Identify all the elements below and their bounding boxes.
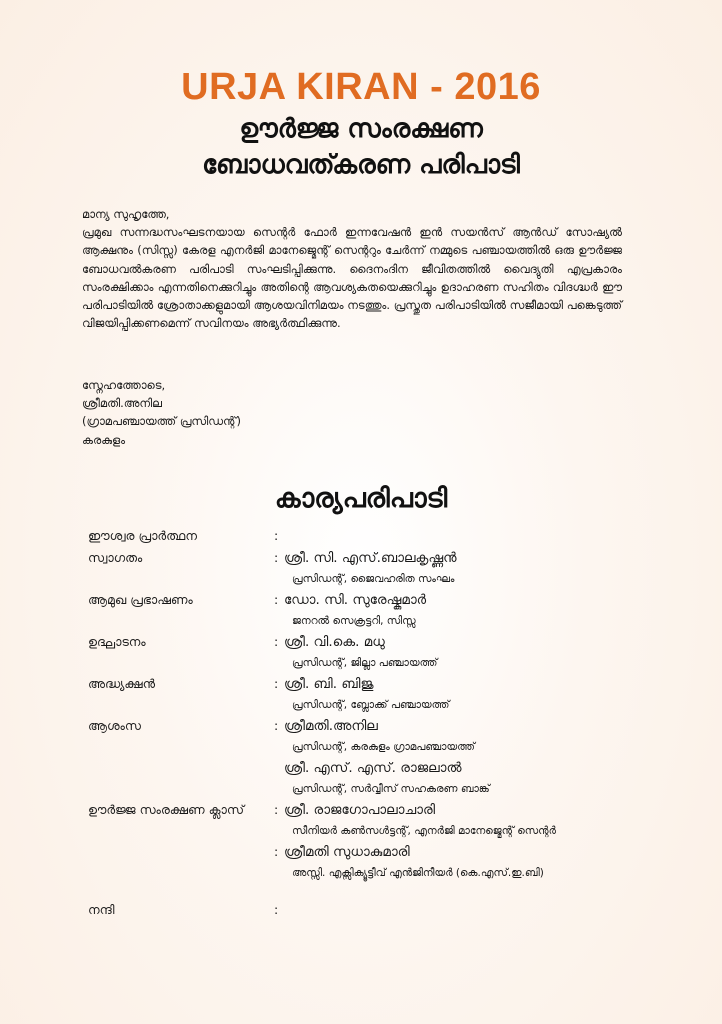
programme-item-energy-class bbox=[88, 799, 628, 841]
programme-item-presiding bbox=[88, 673, 628, 715]
letter-salutation: മാന്യ സുഹൃത്തേ, bbox=[82, 207, 170, 221]
colon: : bbox=[274, 550, 279, 565]
programme-role: ഈശ്വര പ്രാർത്ഥന bbox=[88, 528, 197, 543]
letter-signoff bbox=[82, 376, 241, 449]
person-name: ശ്രീമതി സുധാകുമാരി bbox=[284, 844, 410, 860]
colon: : bbox=[274, 528, 279, 543]
programme-role: നന്ദി bbox=[88, 902, 115, 917]
programme-item-inauguration bbox=[88, 631, 628, 673]
programme-role: ആശംസ bbox=[88, 718, 141, 733]
person-name: ശ്രീ. എസ്. എസ്. രാജലാൽ bbox=[284, 760, 462, 776]
programme-role: സ്വാഗതം bbox=[88, 550, 143, 565]
event-title-english: URJA KIRAN - 2016 bbox=[181, 66, 541, 108]
programme-title: കാര്യപരിപാടി bbox=[274, 483, 448, 514]
event-title-malayalam-line2: ബോധവത്കരണ പരിപാടി bbox=[202, 150, 520, 180]
programme-item-vote-of-thanks bbox=[88, 899, 628, 921]
person-designation: സീനിയർ കൺസൾട്ടന്റ്, എനർജി മാനേജ്മെന്റ് സെന്റർ bbox=[292, 825, 556, 837]
person-designation: പ്രസിഡന്റ്, ജില്ലാ പഞ്ചായത്ത് bbox=[292, 657, 438, 669]
person-name: ശ്രീ. ബി. ബിജു bbox=[284, 676, 374, 692]
person-designation: പ്രസിഡന്റ്, കരകുളം ഗ്രാമപഞ്ചായത്ത് bbox=[292, 741, 475, 753]
programme-list bbox=[88, 525, 628, 921]
colon: : bbox=[274, 592, 279, 607]
person-name: ശ്രീ. സി. എസ്.ബാലകൃഷ്ണൻ bbox=[284, 550, 457, 566]
event-title-malayalam-line1: ഊർജ്ജ സംരക്ഷണ bbox=[239, 114, 483, 144]
programme-item-welcome bbox=[88, 547, 628, 589]
colon: : bbox=[274, 902, 279, 917]
invitation-letter bbox=[82, 205, 622, 332]
person-name: ശ്രീ. രാജഗോപാലാചാരി bbox=[284, 802, 436, 818]
colon: : bbox=[274, 634, 279, 649]
person-designation: ജനറൽ സെക്രട്ടറി, സിസ്സ bbox=[292, 615, 416, 627]
programme-item-prayer bbox=[88, 525, 628, 547]
person-name: ശ്രീ. വി.കെ. മധു bbox=[284, 634, 385, 650]
person-designation: പ്രസിഡന്റ്, ബ്ലോക്ക് പഞ്ചായത്ത് bbox=[292, 699, 450, 711]
signatory-name: ശ്രീമതി.അനില bbox=[82, 396, 162, 411]
colon: : bbox=[274, 802, 279, 817]
programme-role: ഉദ്ഘാടനം bbox=[88, 634, 146, 649]
person-name: ഡോ. സി. സുരേഷ്കുമാർ bbox=[284, 592, 427, 608]
colon: : bbox=[274, 718, 279, 733]
signatory-place: കരകുളം bbox=[82, 432, 126, 447]
person-name: ശ്രീമതി.അനില bbox=[284, 718, 378, 734]
colon: : bbox=[274, 676, 279, 691]
programme-role: ആമുഖ പ്രഭാഷണം bbox=[88, 592, 193, 607]
letter-closing: സ്നേഹത്തോടെ, bbox=[82, 378, 166, 392]
programme-role: അദ്ധ്യക്ഷൻ bbox=[88, 676, 156, 691]
signatory-title: (ഗ്രാമപഞ്ചായത്ത് പ്രസിഡന്റ്) bbox=[82, 414, 242, 429]
programme-item-energy-class-2 bbox=[88, 841, 628, 883]
person-designation: അസ്സി. എക്സിക്യൂട്ടീവ് എൻജിനീയർ (കെ.എസ്.ഇ.ബി) bbox=[292, 867, 544, 879]
person-designation: പ്രസിഡന്റ്, സർവ്വീസ് സഹകരണ ബാങ്ക് bbox=[292, 783, 490, 795]
letter-body: പ്രമുഖ സന്നദ്ധസംഘടനയായ സെന്റർ ഫോർ ഇന്നവേഷൻ ഇൻ സയൻസ് ആൻഡ് സോഷ്യൽ ആക്ഷനും (സിസ്സ) കേരള എനർജി മാനേജ്മെന്റ് സെന്ററും ചേർന്ന് നമ്മുടെ പഞ്ചായത്തിൽ ഒരു ഊർജ്ജ ബോധവൽകരണ പരിപാടി സംഘടിപ്പിക്കുന്നു. ദൈനംദിന ജീവിതത്തിൽ വൈദ്യുതി എപ്രകാരം സംരക്ഷിക്കാം എന്നതിനെക്കുറിച്ചും അതിന്റെ ആവശ്യകതയെക്കുറിച്ചും ഉദാഹരണ സഹിതം വിദഗ്ദ്ധർ ഈ പരിപാടിയിൽ ശ്രോതാക്കളുമായി ആശയവിനിമയം നടത്തും. പ്രസ്തുത പരിപാടിയിൽ സജീമായി പങ്കെടുത്ത് വിജയിപ്പിക്കണമെന്ന് സവിനയം അഭ്യർത്ഥിക്കുന്നു. bbox=[82, 225, 622, 331]
person-designation: പ്രസിഡന്റ്, ജൈവഹരിത സംഘം bbox=[292, 573, 455, 585]
programme-item-felicitation bbox=[88, 715, 628, 799]
programme-item-intro-speech bbox=[88, 589, 628, 631]
programme-role: ഊർജ്ജ സംരക്ഷണ ക്ലാസ് bbox=[88, 802, 244, 817]
colon: : bbox=[274, 844, 279, 859]
